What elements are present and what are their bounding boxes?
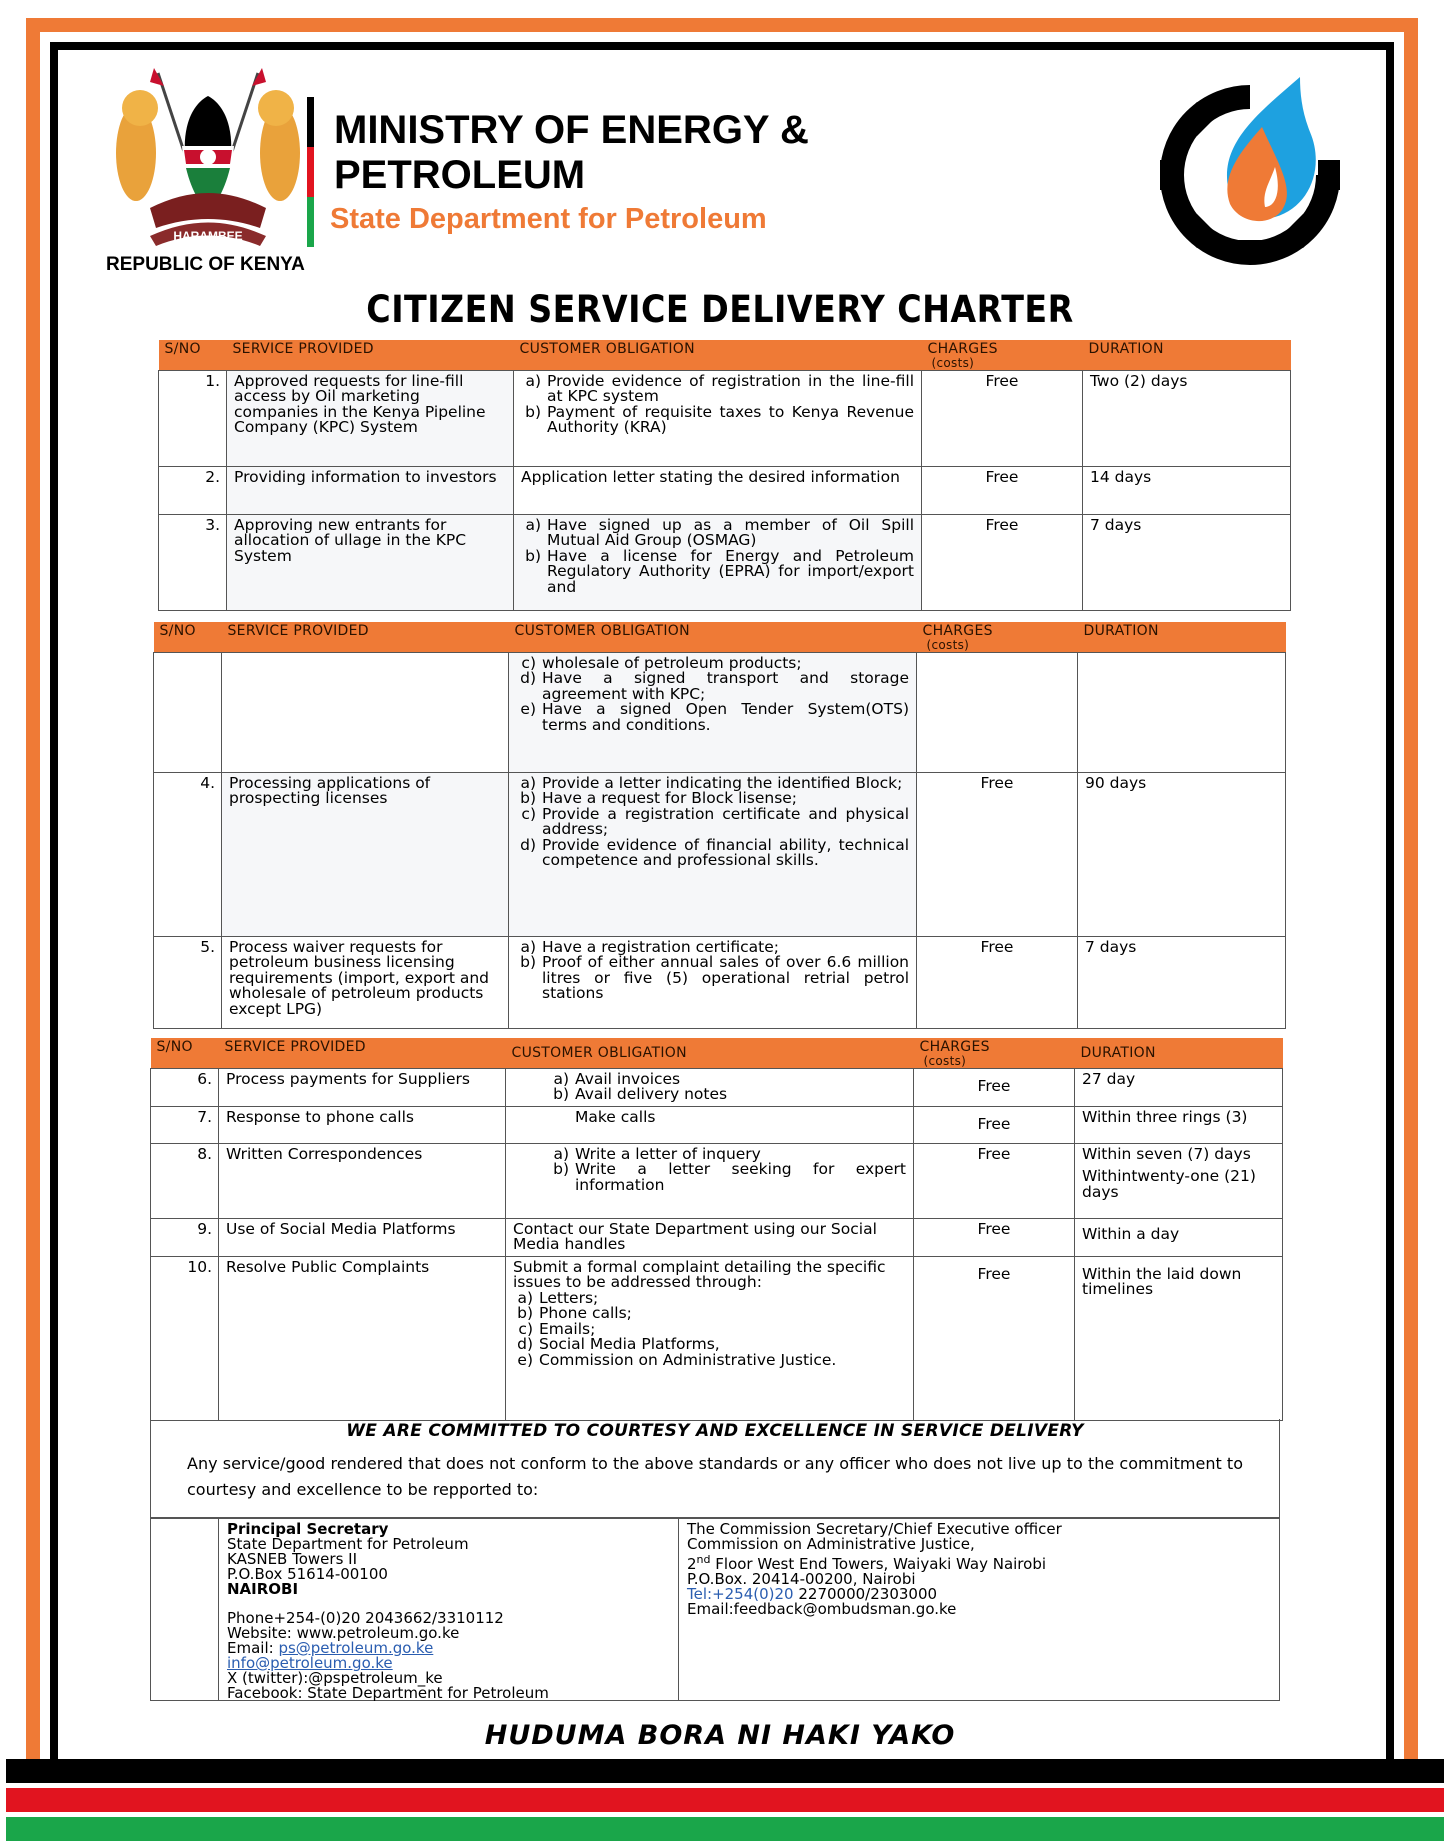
row-duration: Within three rings (3) [1075,1106,1283,1143]
services-table-2 [153,622,1286,1029]
row-obligation: Contact our State Department using our Social Media handles [506,1218,914,1256]
row-obligation: Application letter stating the desired information [514,466,922,514]
row-sno: 10. [151,1256,219,1420]
flag-stripe-green [6,1817,1444,1841]
list-item: Provide evidence of financial ability, technical competence and professional skills. [542,835,909,869]
row-obligation [509,936,917,1028]
contact-email: Email:feedback@ombudsman.go.ke [687,1600,957,1618]
state-department-label: State Department for Petroleum [330,203,767,235]
row-duration: Two (2) days [1083,370,1291,466]
row-charges: Free [914,1256,1075,1420]
table-row [151,1068,1283,1106]
row-charges: Free [922,370,1083,466]
row-charges: Free [917,936,1078,1028]
charges-sub-label: (costs) [926,637,970,652]
list-item: Write a letter of inquery [575,1144,761,1163]
row-duration [1075,1143,1283,1218]
contact-principal-secretary [219,1519,679,1700]
list-marker: b) [525,402,541,421]
list-marker: b) [553,1160,569,1178]
commitment-body: Any service/good rendered that does not conform to the above standards or any officer who does not live up to the commitment to courtesy and excellence to be repported to: [187,1454,1243,1499]
row-charges: Free [914,1143,1075,1218]
row-obligation [514,370,922,466]
row-sno [154,652,222,772]
row-service: Approved requests for line-fill access by Oil marketing companies in the Kenya Pipeline Company (KPC) System [227,370,514,466]
list-marker: a) [525,371,541,390]
col-sno: S/NO [151,1038,219,1068]
contact-twitter: X (twitter):@pspetroleum_ke [227,1669,443,1687]
list-item: Avail invoices [575,1069,681,1088]
charges-sub-label: (costs) [931,355,975,370]
commitment-headline: WE ARE COMMITTED TO COURTESY AND EXCELLENCE IN SERVICE DELIVERY [346,1421,1084,1441]
col-charges [922,340,1083,370]
row-duration: 7 days [1078,936,1286,1028]
ministry-line-2: PETROLEUM [334,153,586,197]
list-item: Social Media Platforms, [539,1335,720,1353]
charges-label: CHARGES [927,341,998,357]
contact-line: P.O.Box. 20414-00200, Nairobi [687,1570,916,1588]
row-service: Use of Social Media Platforms [219,1218,506,1256]
col-duration: DURATION [1078,622,1286,652]
contact-address-line [687,1552,1271,1572]
list-marker: a) [553,1144,569,1163]
row-charges: Free [914,1106,1075,1143]
contact-website[interactable]: Website: www.petroleum.go.ke [227,1624,460,1642]
tel-numbers: 2270000/2303000 [793,1585,938,1603]
address-text: Floor West End Towers, Waiyaki Way Nairobi [710,1555,1047,1573]
row-obligation [506,1256,914,1420]
row-obligation: Make calls [506,1106,914,1143]
list-item: Provide a letter indicating the identified Block; [542,773,903,792]
row-charges [917,652,1078,772]
col-obligation: CUSTOMER OBLIGATION [509,622,917,652]
contact-city: NAIROBI [227,1580,299,1598]
row-obligation [514,514,922,610]
row-duration: 90 days [1078,772,1286,936]
list-item: wholesale of petroleum products; [542,653,802,672]
list-item: Proof of either annual sales of over 6.6 million litres or five (5) operational retrial petrol stations [542,953,909,1002]
table-header-row [159,340,1291,370]
obligation-intro: Submit a formal complaint detailing the specific issues to be addressed through: [513,1257,886,1291]
list-item: Have a signed transport and storage agreement with KPC; [542,669,909,703]
col-charges [917,622,1078,652]
list-item: Have a request for Block lisense; [542,789,798,807]
list-marker: b) [520,953,536,971]
row-obligation [506,1068,914,1106]
ministry-line-1: MINISTRY OF ENERGY & [334,108,809,152]
petroleum-gear-flame-logo-icon [1150,72,1350,282]
list-item: Have a signed Open Tender System(OTS) terms and conditions. [542,700,909,734]
email-link-info[interactable]: info@petroleum.go.ke [227,1654,393,1672]
list-marker: b) [517,1304,533,1322]
row-duration: 27 day [1075,1068,1283,1106]
list-marker: c) [521,653,536,672]
contact-line: The Commission Secretary/Chief Executive officer [687,1520,1062,1538]
flag-bars [307,97,314,248]
row-service: Process payments for Suppliers [219,1068,506,1106]
row-duration: 14 days [1083,466,1291,514]
col-service: SERVICE PROVIDED [222,622,509,652]
list-item: Have a registration certificate; [542,937,780,956]
table-row [159,466,1291,514]
row-service: Written Correspondences [219,1143,506,1218]
row-charges: Free [914,1218,1075,1256]
row-sno: 2. [159,466,227,514]
row-service: Resolve Public Complaints [219,1256,506,1420]
row-duration: 7 days [1083,514,1291,610]
row-charges: Free [922,466,1083,514]
list-marker: a) [525,515,541,534]
flag-stripe-black [6,1759,1444,1783]
list-item: Avail delivery notes [575,1085,728,1103]
row-obligation [509,772,917,936]
row-service: Providing information to investors [227,466,514,514]
row-duration [1078,652,1286,772]
table-row [159,370,1291,466]
email-link-ps[interactable]: ps@petroleum.go.ke [278,1639,434,1657]
col-obligation: CUSTOMER OBLIGATION [506,1038,914,1068]
contact-phone: Phone+254-(0)20 2043662/3310112 [227,1609,504,1627]
list-marker: a) [520,937,536,956]
row-charges: Free [917,772,1078,936]
table-row [151,1106,1283,1143]
list-marker: a) [553,1069,569,1088]
list-item: Provide a registration certificate and physical address; [542,804,909,838]
row-sno: 1. [159,370,227,466]
row-service: Approving new entrants for allocation of ullage in the KPC System [227,514,514,610]
col-sno: S/NO [154,622,222,652]
row-sno: 4. [154,772,222,936]
table-row [151,1218,1283,1256]
table-row [154,772,1286,936]
list-item: Payment of requisite taxes to Kenya Revenue Authority (KRA) [547,402,914,436]
col-service: SERVICE PROVIDED [227,340,514,370]
list-item: Have signed up as a member of Oil Spill Mutual Aid Group (OSMAG) [547,515,914,549]
list-marker: b) [525,546,541,565]
col-charges [914,1038,1075,1068]
list-marker: c) [518,1319,533,1338]
commitment-box [150,1419,1280,1518]
col-sno: S/NO [159,340,227,370]
list-marker: b) [520,789,536,807]
flag-stripe-red [6,1788,1444,1812]
charter-title: CITIZEN SERVICE DELIVERY CHARTER [366,288,1074,331]
row-sno: 7. [151,1106,219,1143]
list-item: Phone calls; [539,1304,632,1322]
col-duration: DURATION [1083,340,1291,370]
services-table-3 [150,1038,1283,1421]
contact-line: State Department for Petroleum [227,1535,469,1553]
row-service [222,652,509,772]
table-row [159,514,1291,610]
table-row [154,936,1286,1028]
table-header-row [154,622,1286,652]
tel-label: Tel:+254(0)20 [687,1585,794,1603]
list-marker: d) [520,669,536,687]
row-sno: 8. [151,1143,219,1218]
list-item: Commission on Administrative Justice. [539,1350,837,1369]
duration-secondary: Withintwenty-one (21) days [1082,1167,1256,1201]
col-duration: DURATION [1075,1038,1283,1068]
row-service: Response to phone calls [219,1106,506,1143]
contact-facebook: Facebook: State Department for Petroleum [227,1684,549,1702]
list-marker: d) [520,835,536,854]
list-item: Write a letter seeking for expert information [575,1160,906,1194]
contact-line: Commission on Administrative Justice, [687,1535,975,1553]
ministry-name [334,108,894,198]
row-service: Process waiver requests for petroleum business licensing requirements (import, export and wholesale of petroleum products except LPG) [222,936,509,1028]
contact-commission [679,1519,1279,1700]
contacts-spacer [151,1519,219,1700]
contact-title: Principal Secretary [227,1520,389,1538]
list-marker: c) [521,804,536,823]
charges-sub-label: (costs) [923,1053,967,1068]
row-sno: 5. [154,936,222,1028]
list-marker: d) [517,1335,533,1353]
services-table-1 [158,340,1291,611]
list-item: Letters; [539,1288,599,1307]
row-duration: Within the laid down timelines [1075,1256,1283,1420]
row-sno: 3. [159,514,227,610]
row-sno: 9. [151,1218,219,1256]
republic-label: REPUBLIC OF KENYA [106,254,305,275]
svg-text:HARAMBEE: HARAMBEE [173,229,243,243]
list-marker: e) [517,1350,533,1369]
table-row [151,1256,1283,1420]
list-item: Provide evidence of registration in the line-fill at KPC system [547,371,914,405]
list-item: Have a license for Energy and Petroleum Regulatory Authority (EPRA) for import/export and [547,546,914,596]
charges-label: CHARGES [919,1039,990,1055]
col-obligation: CUSTOMER OBLIGATION [514,340,922,370]
duration-primary: Within seven (7) days [1082,1144,1251,1163]
contact-line: P.O.Box 51614-00100 [227,1565,388,1583]
list-marker: b) [553,1085,569,1103]
list-marker: a) [517,1288,533,1307]
table-header-row [151,1038,1283,1068]
table-row [151,1143,1283,1218]
list-marker: a) [520,773,536,792]
row-obligation [506,1143,914,1218]
slogan: HUDUMA BORA NI HAKI YAKO [484,1720,956,1751]
floor-suffix: nd [696,1553,711,1566]
contact-line: KASNEB Towers II [227,1550,357,1568]
row-sno: 6. [151,1068,219,1106]
contacts-box [150,1518,1280,1701]
charges-label: CHARGES [922,623,993,639]
list-marker: e) [520,700,536,718]
row-charges: Free [922,514,1083,610]
row-service: Processing applications of prospecting licenses [222,772,509,936]
col-service: SERVICE PROVIDED [219,1038,506,1068]
row-obligation [509,652,917,772]
kenya-coat-of-arms-icon [110,68,306,248]
row-charges: Free [914,1068,1075,1106]
row-duration: Within a day [1075,1218,1283,1256]
floor-number: 2 [687,1555,697,1573]
table-row [154,652,1286,772]
list-item: Emails; [539,1319,596,1338]
email-label: Email: [227,1639,279,1657]
